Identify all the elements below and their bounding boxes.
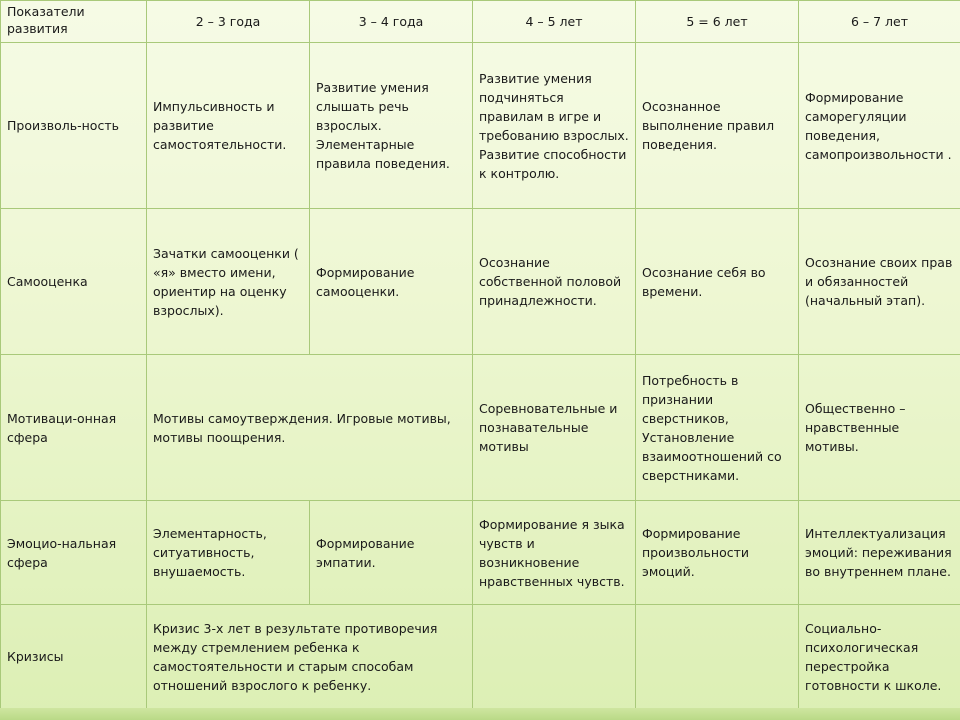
table-cell	[473, 605, 636, 709]
table-cell: Элементарность, ситуативность, внушаемость.	[147, 501, 310, 605]
table-cell	[636, 605, 799, 709]
header-age-5-6: 5 = 6 лет	[636, 1, 799, 43]
table-cell: Соревновательные и познавательные мотивы	[473, 355, 636, 501]
header-age-6-7: 6 – 7 лет	[799, 1, 960, 43]
header-age-4-5: 4 – 5 лет	[473, 1, 636, 43]
table-cell: Потребность в признании сверстников, Установление взаимоотношений со сверстниками.	[636, 355, 799, 501]
row-label: Самооценка	[1, 209, 147, 355]
table-cell: Интеллектуализация эмоций: переживания во внутреннем плане.	[799, 501, 960, 605]
table-cell: Осознание себя во времени.	[636, 209, 799, 355]
table-cell: Формирование эмпатии.	[310, 501, 473, 605]
row-crises	[1, 605, 960, 709]
table-cell: Развитие умения слышать речь взрослых. Элементарные правила поведения.	[310, 43, 473, 209]
table-cell: Общественно – нравственные мотивы.	[799, 355, 960, 501]
row-label: Кризисы	[1, 605, 147, 709]
row-voluntariness	[1, 43, 960, 209]
table-cell: Социально-психологическая перестройка готовности к школе.	[799, 605, 960, 709]
table-cell: Формирование произвольности эмоций.	[636, 501, 799, 605]
row-motivation	[1, 355, 960, 501]
table-cell: Зачатки самооценки ( «я» вместо имени, ориентир на оценку взрослых).	[147, 209, 310, 355]
row-self-esteem	[1, 209, 960, 355]
row-label: Произволь-ность	[1, 43, 147, 209]
table-cell: Формирование самооценки.	[310, 209, 473, 355]
table-cell: Осознанное выполнение правил поведения.	[636, 43, 799, 209]
table-cell: Развитие умения подчиняться правилам в игре и требованию взрослых. Развитие способности к контролю.	[473, 43, 636, 209]
row-label: Мотиваци-онная сфера	[1, 355, 147, 501]
row-emotional	[1, 501, 960, 605]
table-cell: Осознание собственной половой принадлежности.	[473, 209, 636, 355]
table-cell: Осознание своих прав и обязанностей (начальный этап).	[799, 209, 960, 355]
table-cell: Формирование саморегуляции поведения, самопроизвольности .	[799, 43, 960, 209]
decorative-footer-band	[0, 708, 960, 720]
header-row	[1, 1, 960, 43]
header-age-2-3: 2 – 3 года	[147, 1, 310, 43]
header-corner: Показатели развития	[1, 1, 147, 43]
table-cell: Импульсивность и развитие самостоятельности.	[147, 43, 310, 209]
table-cell-merged: Мотивы самоутверждения. Игровые мотивы, мотивы поощрения.	[147, 355, 473, 501]
header-age-3-4: 3 – 4 года	[310, 1, 473, 43]
table-cell: Формирование я зыка чувств и возникновение нравственных чувств.	[473, 501, 636, 605]
table-cell-merged: Кризис 3-х лет в результате противоречия между стремлением ребенка к самостоятельности и старым способам отношений взрослого к ребенку.	[147, 605, 473, 709]
row-label: Эмоцио-нальная сфера	[1, 501, 147, 605]
